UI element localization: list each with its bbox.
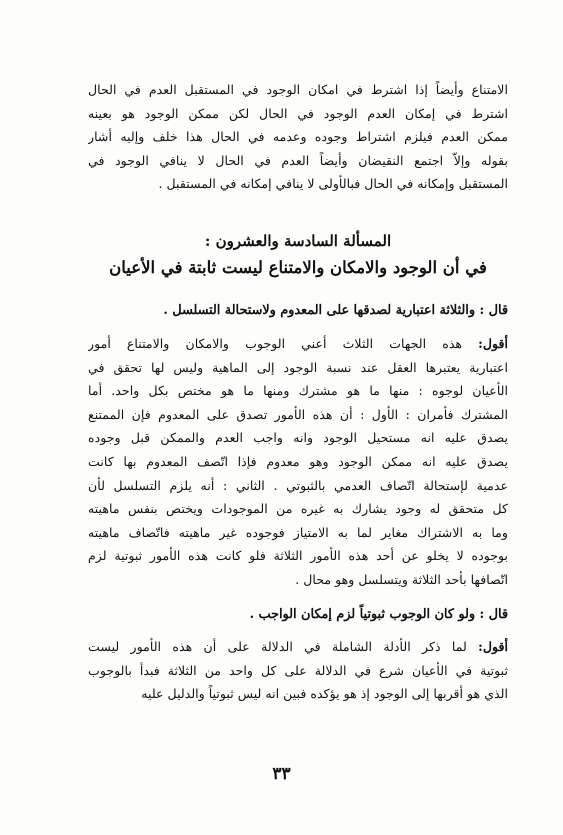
- text-line: الأعيان لوجوه : منها ما هو مشترك ومنها ما هو مختص بكل واحد. أما: [88, 383, 508, 399]
- section-title-heading: في أن الوجود والامكان والامتناع ليست ثابتة في الأعيان: [109, 258, 487, 277]
- qala-statement-1: قال : والثلاثة اعتبارية لصدقها على المعدوم ولاستحالة التسلسل .: [163, 303, 508, 318]
- text-line: كل متحقق له وجود يشارك به غيره من الموجودات ويختص بنفس ماهيته: [88, 501, 508, 517]
- text-line: الامتناع وأيضاً إذا اشترط في امكان الوجود في المستقبل العدم في الحال: [88, 82, 508, 97]
- text-line: عدمية لإستحالة اتّصاف العدمي بالثبوتي . الثاني : أنه يلزم التسلسل لأن: [88, 477, 508, 493]
- text-line: المستقبل وإمكانه في الحال فبالأولى لا ينافي إمكانه في المستقبل .: [158, 176, 508, 192]
- aqulu-label: أقول:: [478, 639, 508, 654]
- section-number-heading: المسألة السادسة والعشرون :: [204, 232, 392, 250]
- paragraph-aqulu-2: [88, 635, 508, 706]
- paragraph-intro: [88, 78, 508, 196]
- aqulu-label: أقول:: [478, 336, 508, 351]
- text-line: المشترك فأمران : الأول : أن هذه الأمور تصدق على المعدوم فإن الممتنع: [88, 406, 508, 422]
- text-line: أقول: لما ذكر الأدلة الشاملة في الدلالة على أن هذه الأمور ليست: [88, 639, 508, 654]
- text-line: اعتبارية يعتبرها العقل عند نسبة الوجود إلى الماهية وليس لها تحقق في: [88, 359, 508, 375]
- text-line: يصدق عليه انه مستحيل الوجود وانه واجب العدم والممكن قبل وجوده: [88, 430, 508, 446]
- text-line: الذي هو أقربها إلى الوجود إذ هو يؤكده فبين انه ليس ثبوتياً والدليل عليه: [141, 686, 508, 702]
- paragraph-aqulu-1: [88, 332, 508, 592]
- text-line: اشترط في إمكان العدم الوجود في الحال لكن ممكن الوجود هو بعينه: [88, 105, 508, 121]
- text-line: وما به الاشتراك مغاير لما به الامتياز فوجوده غير ماهيته فاتّصاف ماهيته: [88, 524, 508, 540]
- text-line: ثبوتية في الأعيان شرع في الدلالة على كل واحد من الثلاثة فبدأ بالوجوب: [88, 662, 508, 678]
- text-line: ممكن العدم فيلزم اشتراط وجوده وعدمه في الحال هذا خلف وإليه أشار: [88, 129, 508, 145]
- text-line: اتّصافها بأحد الثلاثة ويتسلسل وهو محال .: [295, 571, 508, 587]
- text-line: بقوله وإلاّ اجتمع النقيضان وأيضاً العدم في الحال لا ينافي الوجود في: [88, 152, 508, 168]
- qala-statement-2: قال : ولو كان الوجوب ثبوتياً لزم إمكان الواجب .: [249, 607, 508, 622]
- page-number: ٣٣: [272, 764, 291, 784]
- text-line: يصدق عليه انه ممكن الوجود وهو معدوم فإذا اتّصف المعدوم بها كانت: [88, 453, 508, 469]
- text-line: بوجوده لا يخلو عن أحد هذه الأمور الثلاثة فلو كانت هذه الأمور ثبوتية لزم: [88, 548, 508, 564]
- text-line: أقول: هذه الجهات الثلاث أعني الوجوب والامكان والامتناع أمور: [88, 336, 508, 351]
